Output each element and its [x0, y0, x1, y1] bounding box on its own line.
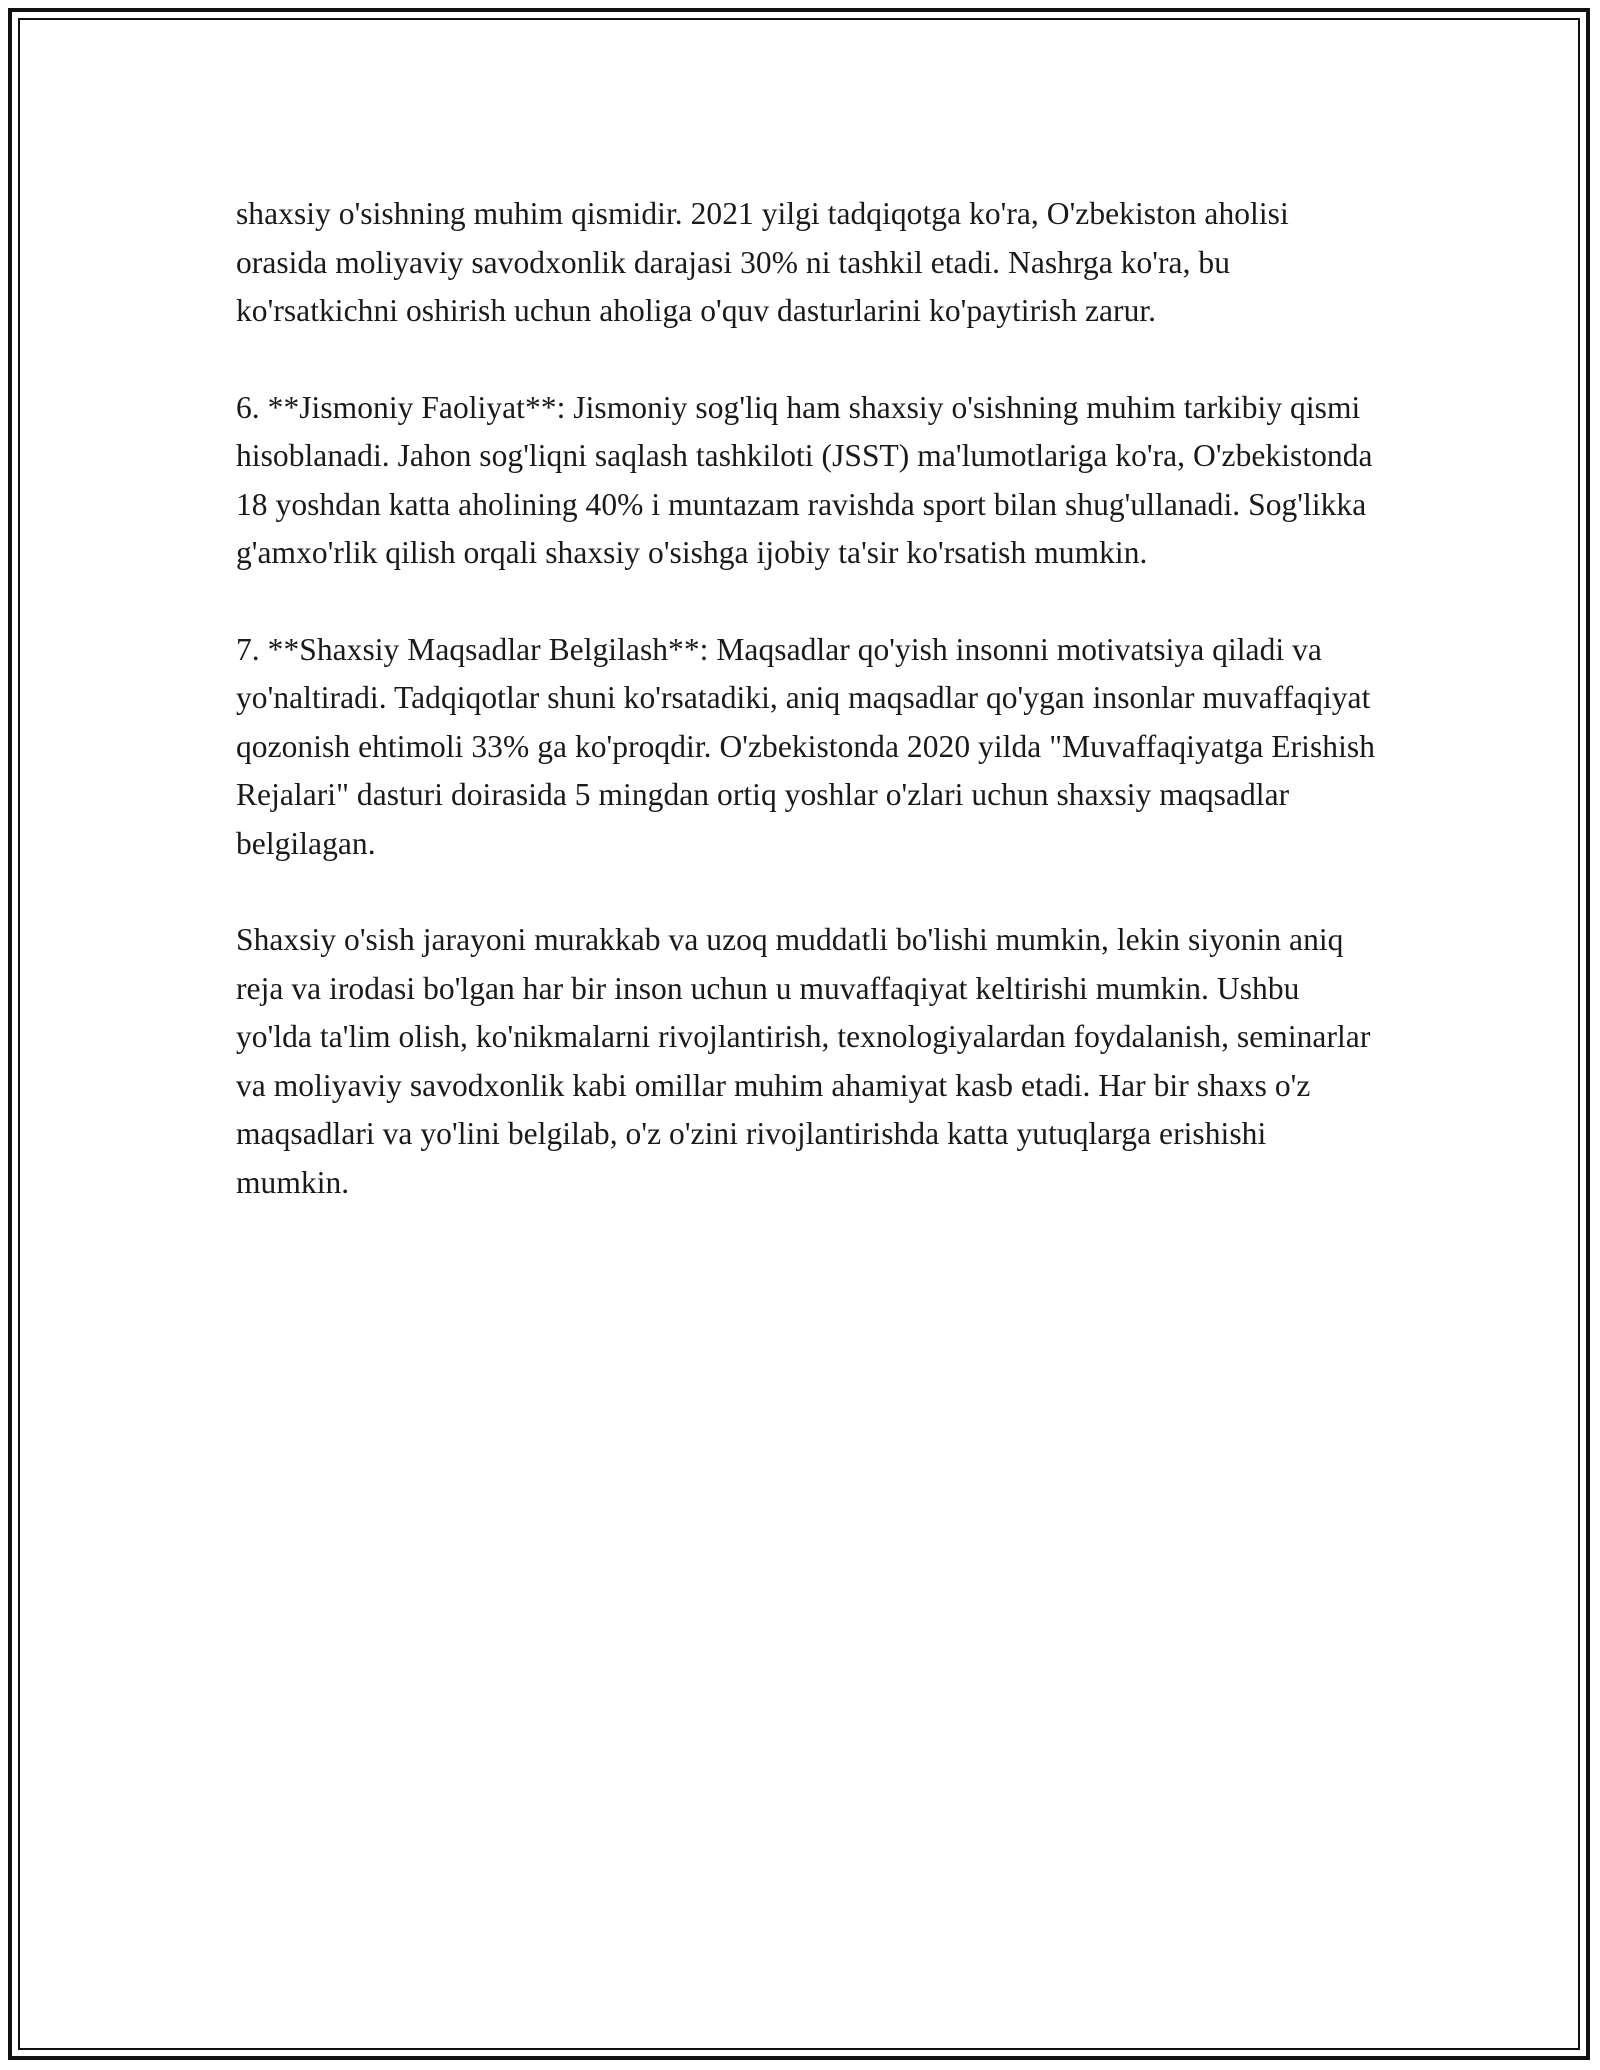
paragraph-financial-literacy: shaxsiy o'sishning muhim qismidir. 2021 yilgi tadqiqotga ko'ra, O'zbekiston aholisi orasida moliyaviy savodxonlik darajasi 30% ni tashkil etadi. Nashrga ko'ra, bu ko'rsatkichni oshirish uchun aholiga o'quv dasturlarini ko'paytirish zarur. [236, 196, 1289, 328]
paragraph-personal-goals: 7. **Shaxsiy Maqsadlar Belgilash**: Maqsadlar qo'yish insonni motivatsiya qiladi va yo'naltiradi. Tadqiqotlar shuni ko'rsatadiki, aniq maqsadlar qo'ygan insonlar muvaffaqiyat qozonish ehtimoli 33% ga ko'proqdir. O'zbekistonda 2020 yilda "Muvaffaqiyatga Erishish Rejalari" dasturi doirasida 5 mingdan ortiq yoshlar o'zlari uchun shaxsiy maqsadlar belgilagan. [236, 631, 1375, 861]
paragraph-conclusion: Shaxsiy o'sish jarayoni murakkab va uzoq muddatli bo'lishi mumkin, lekin siyonin aniq reja va irodasi bo'lgan har bir inson uchun u muvaffaqiyat keltirishi mumkin. Ushbu yo'lda ta'lim olish, ko'nikmalarni rivojlantirish, texnologiyalardan foydalanish, seminarlar va moliyaviy savodxonlik kabi omillar muhim ahamiyat kasb etadi. Har bir shaxs o'z maqsadlari va yo'lini belgilab, o'z o'zini rivojlantirishda katta yutuqlarga erishishi mumkin. [236, 922, 1371, 1200]
document-body [236, 190, 1376, 1255]
paragraph-physical-activity: 6. **Jismoniy Faoliyat**: Jismoniy sog'liq ham shaxsiy o'sishning muhim tarkibiy qismi hisoblanadi. Jahon sog'liqni saqlash tashkiloti (JSST) ma'lumotlariga ko'ra, O'zbekistonda 18 yoshdan katta aholining 40% i muntazam ravishda sport bilan shug'ullanadi. Sog'likka g'amxo'rlik qilish orqali shaxsiy o'sishga ijobiy ta'sir ko'rsatish mumkin. [236, 389, 1373, 570]
